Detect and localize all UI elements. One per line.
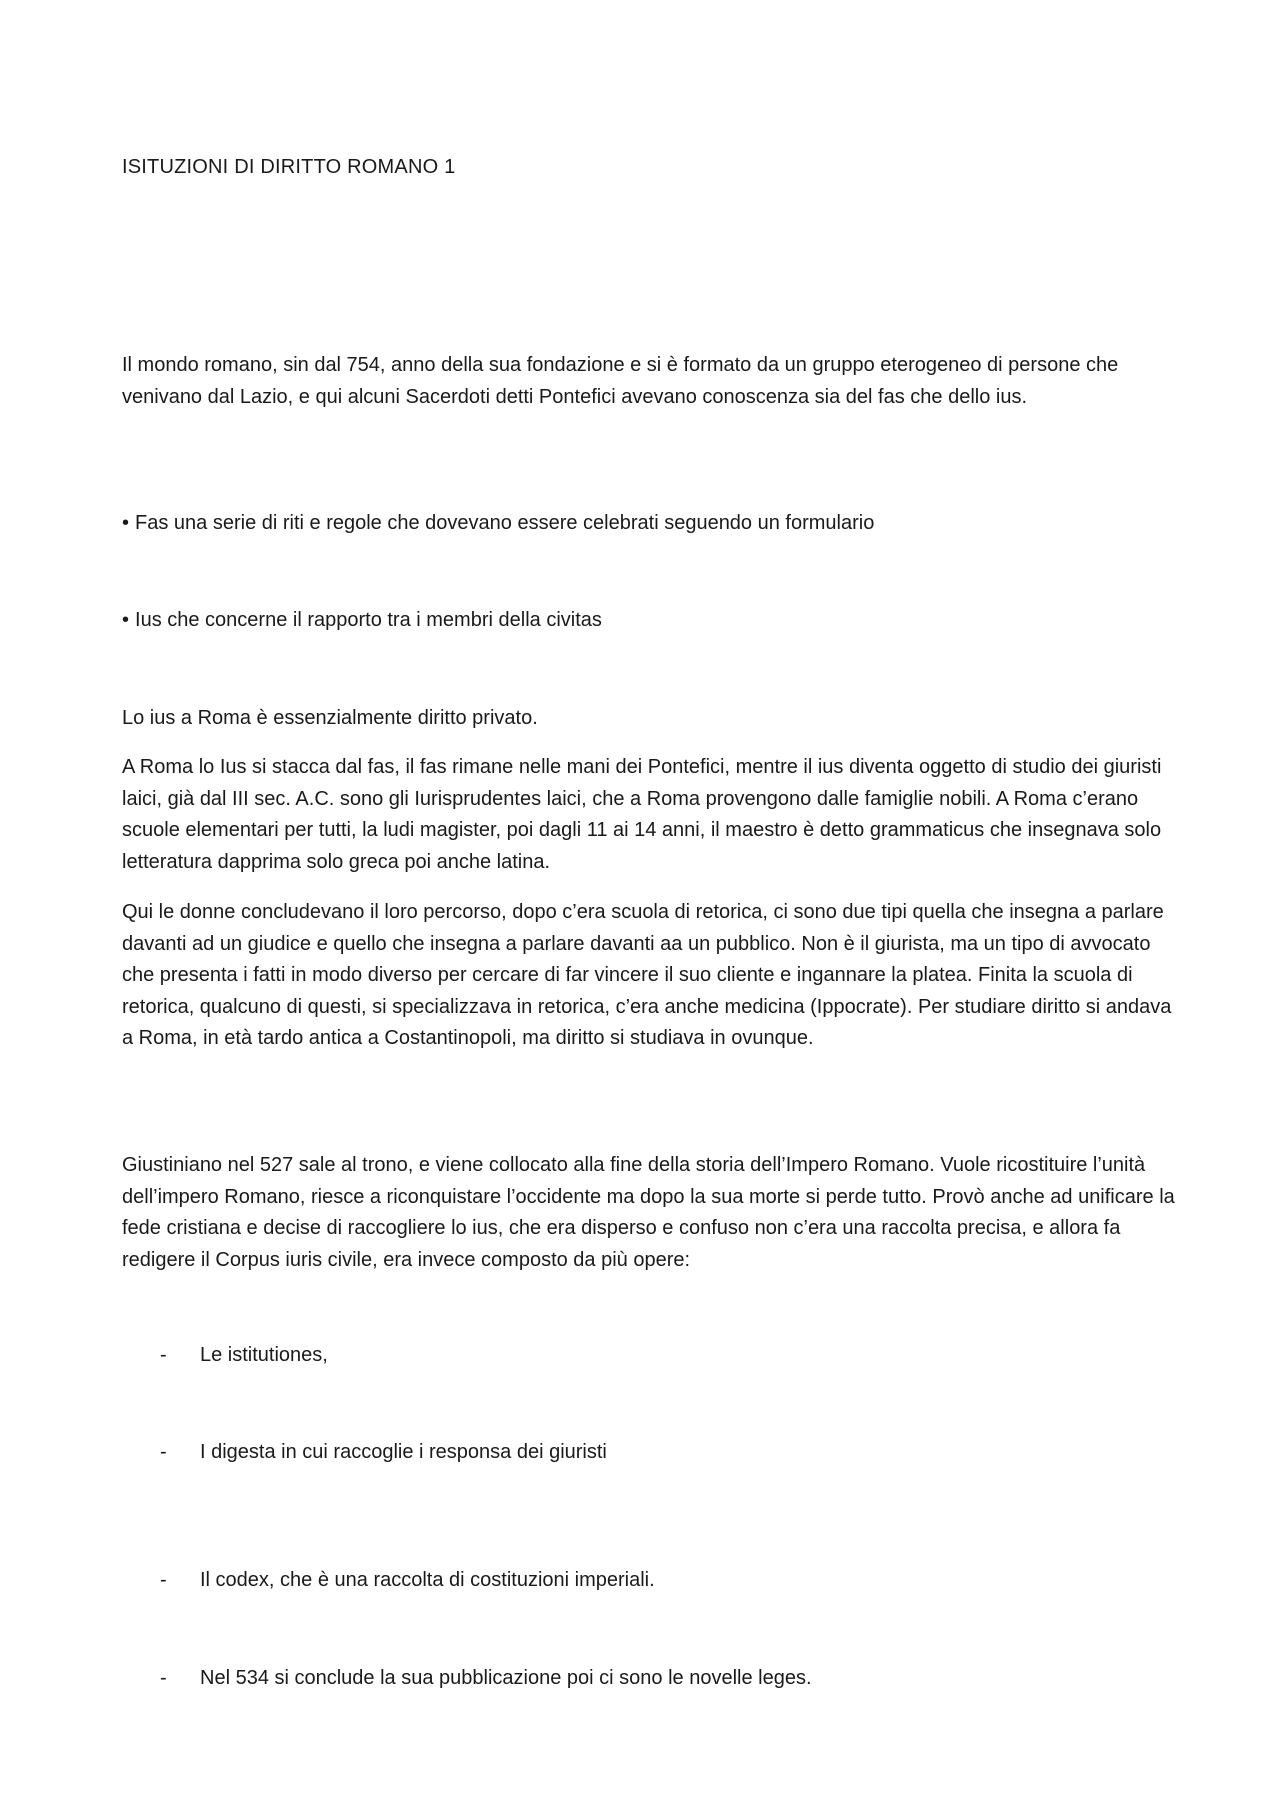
list-item bbox=[160, 1340, 328, 1372]
dash-marker: - bbox=[160, 1569, 167, 1591]
list-item bbox=[160, 1437, 607, 1469]
bullet-marker: • bbox=[122, 512, 130, 534]
bullet-item-fas bbox=[122, 508, 874, 540]
list-item-text: I digesta in cui raccoglie i responsa dei giuristi bbox=[200, 1441, 607, 1463]
list-item-text: Nel 534 si conclude la sua pubblicazione poi ci sono le novelle leges. bbox=[200, 1667, 812, 1689]
dash-marker: - bbox=[160, 1667, 167, 1689]
paragraph-intro: Il mondo romano, sin dal 754, anno della sua fondazione e si è formato da un gruppo eterogeneo di persone che venivano dal Lazio, e qui alcuni Sacerdoti detti Pontefici avevano conoscenza sia del fas che dello ius. bbox=[122, 354, 1119, 408]
list-item-text: Il codex, che è una raccolta di costituzioni imperiali. bbox=[200, 1569, 655, 1591]
paragraph-retorica: Qui le donne concludevano il loro percorso, dopo c’era scuola di retorica, ci sono due tipi quella che insegna a parlare davanti ad un giudice e quello che insegna a parlare davanti aa un pubblico. Non è il giurista, ma un tipo di avvocato che presenta i fatti in modo diverso per cercare di far vincere il suo cliente e ingannare la platea. Finita la scuola di retorica, qualcuno di questi, si specializzava in retorica, c’era anche medicina (Ippocrate). Per studiare diritto si andava a Roma, in età tardo antica a Costantinopoli, ma diritto si studiava in ovunque. bbox=[122, 901, 1172, 1049]
document-title: ISITUZIONI DI DIRITTO ROMANO 1 bbox=[122, 156, 456, 178]
dash-marker: - bbox=[160, 1344, 167, 1366]
paragraph-giustiniano: Giustiniano nel 527 sale al trono, e viene collocato alla fine della storia dell’Impero Romano. Vuole ricostituire l’unità dell’impero Romano, riesce a riconquistare l’occidente ma dopo la sua morte si perde tutto. Provò anche ad unificare la fede cristiana e decise di raccogliere lo ius, che era disperso e confuso non c’era una raccolta precisa, e allora fa redigere il Corpus iuris civile, era invece composto da più opere: bbox=[122, 1154, 1175, 1271]
list-item bbox=[160, 1663, 812, 1695]
dash-marker: - bbox=[160, 1441, 167, 1463]
list-item-text: Le istitutiones, bbox=[200, 1344, 328, 1366]
paragraph-ius-private: Lo ius a Roma è essenzialmente diritto privato. bbox=[122, 707, 538, 729]
list-item bbox=[160, 1565, 655, 1597]
paragraph-ius-fas: A Roma lo Ius si stacca dal fas, il fas rimane nelle mani dei Pontefici, mentre il ius diventa oggetto di studio dei giuristi laici, già dal III sec. A.C. sono gli Iurisprudentes laici, che a Roma provengono dalle famiglie nobili. A Roma c’erano scuole elementari per tutti, la ludi magister, poi dagli 11 ai 14 anni, il maestro è detto grammaticus che insegnava solo letteratura dapprima solo greca poi anche latina. bbox=[122, 756, 1162, 873]
bullet-item-ius bbox=[122, 605, 602, 637]
bullet-text: Fas una serie di riti e regole che dovevano essere celebrati seguendo un formulario bbox=[135, 512, 875, 534]
bullet-marker: • bbox=[122, 609, 130, 631]
bullet-text: Ius che concerne il rapporto tra i membri della civitas bbox=[135, 609, 602, 631]
